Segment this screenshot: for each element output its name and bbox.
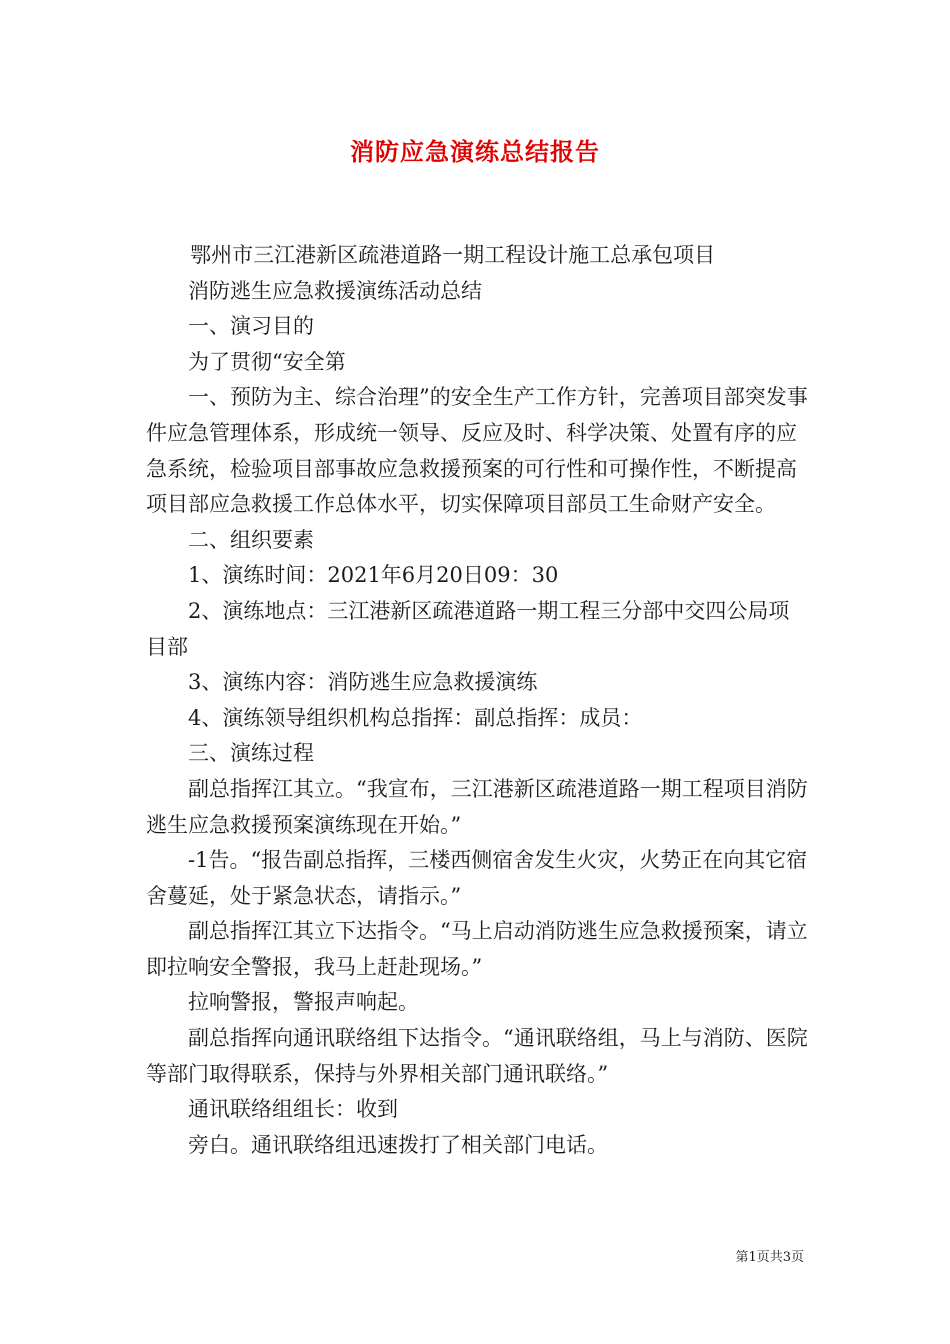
paragraph-process-comms-reply: 通讯联络组组长：收到 bbox=[188, 1097, 398, 1122]
document-title: 消防应急演练总结报告 bbox=[350, 137, 600, 166]
paragraph-drill-leadership: 4、演练领导组织机构总指挥：副总指挥：成员： bbox=[188, 705, 643, 730]
paragraph-drill-location: 2、演练地点：三江港新区疏港道路一期工程三分部中交四公局项目部 bbox=[146, 598, 790, 659]
paragraph-process-report: -1告。“报告副总指挥，三楼西侧宿舍发生火灾，火势正在向其它宿舍蔓延，处于紧急状态，请指示。” bbox=[146, 848, 808, 908]
document-body bbox=[146, 238, 810, 1163]
section-heading-purpose: 一、演习目的 bbox=[188, 314, 314, 339]
section-heading-organization: 二、组织要素 bbox=[188, 527, 314, 552]
paragraph-drill-content: 3、演练内容：消防逃生应急救援演练 bbox=[188, 670, 538, 695]
paragraph-process-start: 副总指挥江其立。“我宣布，三江港新区疏港道路一期工程项目消防逃生应急救援预案演练现在开始。” bbox=[146, 776, 808, 837]
paragraph-process-alarm: 拉响警报，警报声响起。 bbox=[188, 990, 419, 1015]
paragraph-project-name: 鄂州市三江港新区疏港道路一期工程设计施工总承包项目 bbox=[190, 243, 716, 267]
paragraph-process-order: 副总指挥江其立下达指令。“马上启动消防逃生应急救援预案，请立即拉响安全警报，我马上赶赴现场。” bbox=[146, 919, 808, 979]
paragraph-process-narration: 旁白。通讯联络组迅速拨打了相关部门电话。 bbox=[188, 1132, 608, 1157]
paragraph-subtitle: 消防逃生应急救援演练活动总结 bbox=[188, 278, 482, 303]
paragraph-purpose-intro: 为了贯彻“安全第 bbox=[188, 349, 346, 374]
paragraph-purpose-body: 一、预防为主、综合治理”的安全生产工作方针，完善项目部突发事件应急管理体系，形成统一领导、反应及时、科学决策、处置有序的应急系统，检验项目部事故应急救援预案的可行性和可操作性，不断提高项目部应急救援工作总体水平，切实保障项目部员工生命财产安全。 bbox=[146, 385, 808, 517]
paragraph-drill-time: 1、演练时间：2021年6月20日09：30 bbox=[188, 563, 559, 588]
paragraph-process-comms-order: 副总指挥向通讯联络组下达指令。“通讯联络组，马上与消防、医院等部门取得联系，保持与外界相关部门通讯联络。” bbox=[146, 1026, 808, 1086]
page-number: 第1页共3页 bbox=[735, 1250, 804, 1265]
section-heading-process: 三、演练过程 bbox=[188, 741, 314, 766]
